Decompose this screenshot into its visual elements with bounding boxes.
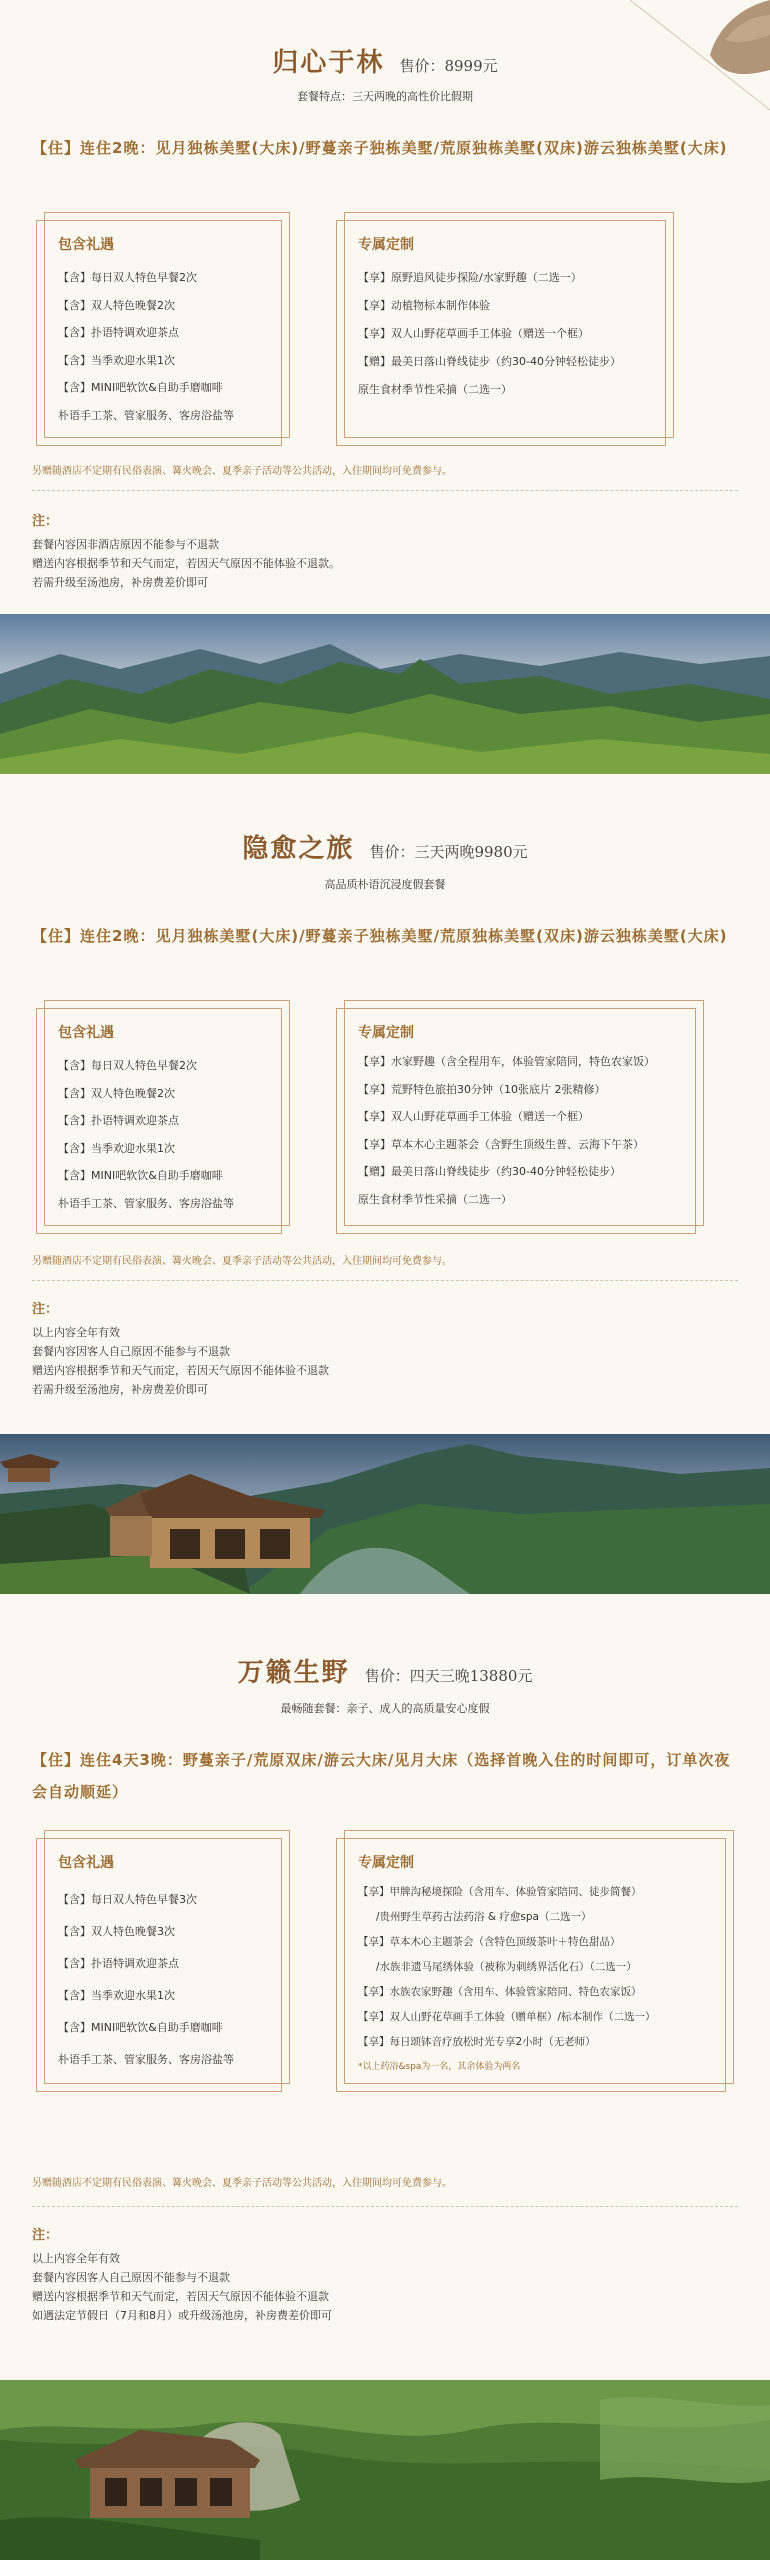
list-item: 朴语手工茶、管家服务、客房浴盐等 <box>58 408 234 422</box>
package-tagline: 套餐特点：三天两晚的高性价比假期 <box>297 90 473 103</box>
gifts-list <box>58 1052 234 1217</box>
gifts-box <box>36 1830 292 2090</box>
custom-box <box>336 212 676 444</box>
event-note: 另赠随酒店不定期有民俗表演、篝火晚会、夏季亲子活动等公共活动，入住期间均可免费参与。 <box>32 1256 452 1267</box>
list-item: 【赠】最美日落山脊线徒步（约30-40分钟轻松徒步） <box>358 355 621 368</box>
list-item: 【享】水家野趣（含全程用车，体验管家陪同，特色农家饭） <box>358 1055 655 1068</box>
list-item: 【享】甲牌沟秘境探险（含用车、体验管家陪同、徒步简餐） <box>358 1886 642 1898</box>
package-name: 归心于林 <box>272 48 385 78</box>
custom-heading: 专属定制 <box>358 237 414 253</box>
package-tagline: 最畅随套餐：亲子、成人的高质量安心度假 <box>280 1702 490 1715</box>
divider <box>32 490 738 491</box>
list-item: 【含】当季欢迎水果1次 <box>58 1141 175 1155</box>
list-item: /贵州野生草药古法药浴 & 疗愈spa（二选一） <box>376 1911 592 1923</box>
gifts-heading: 包含礼遇 <box>58 237 114 253</box>
event-note: 另赠随酒店不定期有民俗表演、篝火晚会、夏季亲子活动等公共活动，入住期间均可免费参与。 <box>32 2178 452 2189</box>
note-line: 赠送内容根据季节和天气而定，若因天气原因不能体验不退款 <box>32 1364 329 1377</box>
note-line: 若需升级至汤池房，补房费差价即可 <box>32 576 208 589</box>
note-line: 套餐内容因客人自己原因不能参与不退款 <box>32 2271 230 2284</box>
note-line: 赠送内容根据季节和天气而定，若因天气原因不能体验不退款 <box>32 2290 329 2303</box>
note-line: 套餐内容因客人自己原因不能参与不退款 <box>32 1345 230 1358</box>
list-item: 【赠】最美日落山脊线徒步（约30-40分钟轻松徒步） <box>358 1165 621 1178</box>
note-line: 赠送内容根据季节和天气而定，若因天气原因不能体验不退款。 <box>32 557 340 570</box>
list-item: 【含】MINI吧软饮&自助手磨咖啡 <box>58 2021 223 2034</box>
package-price: 售价：三天两晚9980元 <box>369 843 528 861</box>
list-item: 【含】MINI吧软饮&自助手磨咖啡 <box>58 381 223 394</box>
gifts-list <box>58 264 234 429</box>
list-item: 【含】每日双人特色早餐2次 <box>58 1059 197 1072</box>
section-2-title <box>0 828 770 865</box>
list-item: 【含】扑语特调欢迎茶点 <box>58 1114 179 1127</box>
list-item: 【享】每日颂钵音疗放松时光专享2小时（无老师） <box>358 2036 596 2048</box>
notes-block <box>32 1300 329 1399</box>
list-item: 朴语手工茶、管家服务、客房浴盐等 <box>58 1196 234 1210</box>
note-line: 若需升级至汤池房，补房费差价即可 <box>32 1383 208 1396</box>
package-tagline: 高品质朴语沉浸度假套餐 <box>324 878 446 891</box>
list-item: 【享】草本木心主题茶会（含野生顶级生普、云海下午茶） <box>358 1137 644 1151</box>
divider <box>32 1280 738 1281</box>
notes-block <box>32 512 340 592</box>
note-line: 以上内容全年有效 <box>32 2252 120 2265</box>
list-item: 朴语手工茶、管家服务、客房浴盐等 <box>58 2053 234 2066</box>
gifts-box <box>36 1000 292 1232</box>
custom-list <box>358 1048 655 1213</box>
divider <box>32 2206 738 2207</box>
custom-list <box>358 1880 656 2080</box>
list-item: *以上药浴&spa为一名，其余体验为两名 <box>358 2062 521 2072</box>
package-name: 隐愈之旅 <box>242 834 355 864</box>
list-item: 原生食材季节性采摘（二选一） <box>358 383 512 396</box>
notes-heading: 注： <box>32 2228 59 2243</box>
list-item: 【享】荒野特色旅拍30分钟（10张底片 2张精修） <box>358 1082 606 1096</box>
list-item: 【含】MINI吧软饮&自助手磨咖啡 <box>58 1169 223 1182</box>
gifts-list <box>58 1884 234 2076</box>
note-line: 以上内容全年有效 <box>32 1326 120 1339</box>
note-line: 如遇法定节假日（7月和8月）或升级汤池房，补房费差价即可 <box>32 2309 332 2322</box>
list-item: 【享】双人山野花草画手工体验（赠单框）/标本制作（二选一） <box>358 2011 656 2023</box>
list-item: 【享】双人山野花草画手工体验（赠送一个框） <box>358 327 589 340</box>
custom-box <box>336 1830 736 2090</box>
list-item: 【含】扑语特调欢迎茶点 <box>58 1957 179 1970</box>
notes-heading: 注： <box>32 514 59 529</box>
custom-box <box>336 1000 706 1232</box>
notes-block <box>32 2226 332 2325</box>
custom-heading: 专属定制 <box>358 1025 414 1041</box>
list-item: 原生食材季节性采摘（二选一） <box>358 1192 512 1206</box>
list-item: 【享】草本木心主题茶会（含特色顶级茶叶＋特色甜品） <box>358 1936 621 1948</box>
package-price: 售价：四天三晚13880元 <box>364 1667 533 1685</box>
custom-heading: 专属定制 <box>358 1855 414 1871</box>
cabin-photo <box>0 1434 770 1594</box>
package-price: 售价：8999元 <box>399 57 498 75</box>
list-item: 【含】双人特色晚餐2次 <box>58 1086 175 1100</box>
mountain-photo-1 <box>0 614 770 774</box>
list-item: 【含】扑语特调欢迎茶点 <box>58 326 179 339</box>
list-item: 【含】双人特色晚餐2次 <box>58 298 175 312</box>
notes-heading: 注： <box>32 1302 59 1317</box>
list-item: 【享】双人山野花草画手工体验（赠送一个框） <box>358 1110 589 1123</box>
stay-description: 【住】连住2晚：见月独栋美墅(大床)/野蔓亲子独栋美墅/荒原独栋美墅(双床)游云独栋美墅(大床) <box>32 927 728 945</box>
note-line: 套餐内容因非酒店原因不能参与不退款 <box>32 538 219 551</box>
section-3-title <box>0 1652 770 1689</box>
list-item: /水族非遗马尾绣体验（被称为刺绣界活化石）（二选一） <box>376 1961 637 1973</box>
event-note: 另赠随酒店不定期有民俗表演、篝火晚会、夏季亲子活动等公共活动，入住期间均可免费参与。 <box>32 466 452 477</box>
package-name: 万籁生野 <box>237 1658 350 1688</box>
list-item: 【含】当季欢迎水果1次 <box>58 353 175 367</box>
stay-description: 【住】连住2晚：见月独栋美墅(大床)/野蔓亲子独栋美墅/荒原独栋美墅(双床)游云独栋美墅(大床) <box>32 139 728 157</box>
list-item: 【享】原野追风徒步探险/水家野趣（二选一） <box>358 271 582 284</box>
list-item: 【含】每日双人特色早餐2次 <box>58 271 197 284</box>
forest-cabin-photo <box>0 2380 770 2560</box>
custom-list <box>358 264 621 404</box>
gifts-heading: 包含礼遇 <box>58 1855 114 1871</box>
list-item: 【含】每日双人特色早餐3次 <box>58 1893 197 1906</box>
gifts-heading: 包含礼遇 <box>58 1025 114 1041</box>
list-item: 【含】双人特色晚餐3次 <box>58 1925 175 1938</box>
list-item: 【含】当季欢迎水果1次 <box>58 1989 175 2002</box>
list-item: 【享】动植物标本制作体验 <box>358 299 490 312</box>
gifts-box <box>36 212 292 444</box>
list-item: 【享】水族农家野趣（含用车、体验管家陪同、特色农家饭） <box>358 1986 642 1998</box>
section-1-title <box>0 42 770 79</box>
stay-description: 【住】连住4天3晚：野蔓亲子/荒原双床/游云大床/见月大床（选择首晚入住的时间即可，订单次夜会自动顺延） <box>32 1751 731 1801</box>
